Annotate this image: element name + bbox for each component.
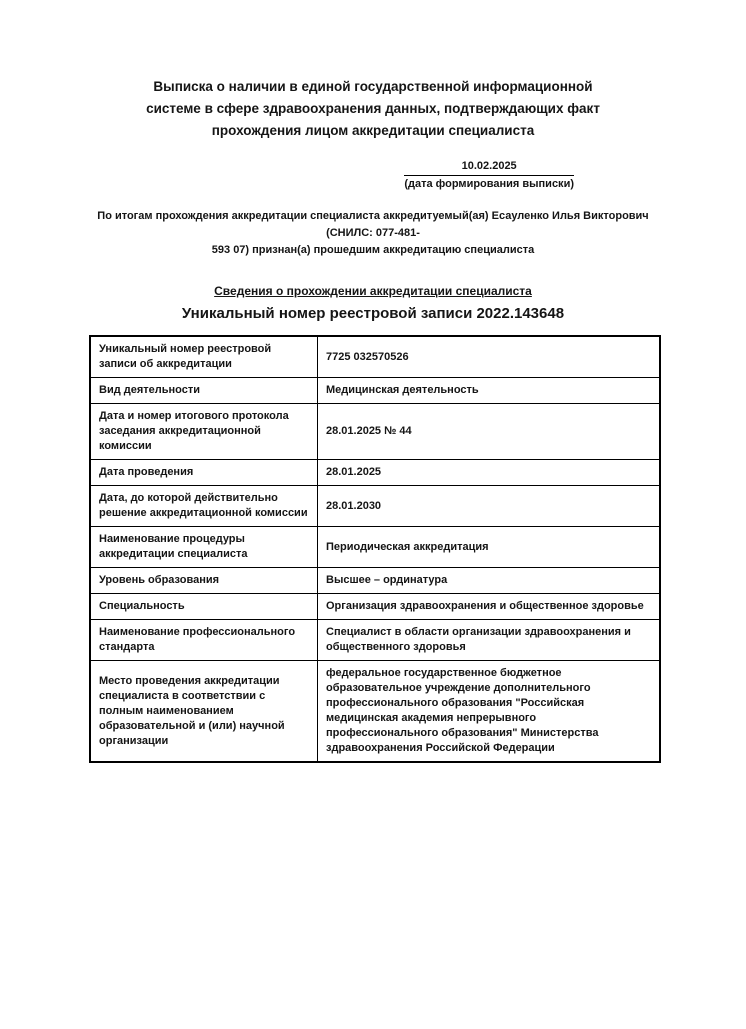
table-row [90,378,660,404]
row-value: 7725 032570526 [318,336,661,378]
table-row [90,527,660,568]
intro-paragraph [87,208,659,259]
document-title-line: прохождения лицом аккредитации специалиста [211,123,535,138]
row-value: Организация здравоохранения и общественное здоровье [318,594,661,620]
row-value: Медицинская деятельность [318,378,661,404]
table-row [90,336,660,378]
row-label: Специальность [90,594,318,620]
document-title [0,76,746,142]
table-row [90,594,660,620]
row-label: Дата, до которой действительно решение аккредитационной комиссии [90,486,318,527]
row-value: 28.01.2025 [318,460,661,486]
table-row [90,568,660,594]
document-title-line: Выписка о наличии в единой государственной информационной [153,79,593,94]
table-row [90,620,660,661]
row-label: Дата и номер итогового протокола заседания аккредитационной комиссии [90,404,318,460]
table-row [90,486,660,527]
intro-line: 593 07) признан(а) прошедшим аккредитацию специалиста [211,244,535,256]
row-label: Место проведения аккредитации специалиста в соответствии с полным наименованием образовательной и (или) научной организации [90,661,318,763]
row-value: Специалист в области организации здравоохранения и общественного здоровья [318,620,661,661]
accreditation-details-table [89,335,661,763]
row-label: Уникальный номер реестровой записи об аккредитации [90,336,318,378]
document-title-line: системе в сфере здравоохранения данных, подтверждающих факт [146,101,600,116]
table-row [90,404,660,460]
extract-date: 10.02.2025 [404,160,574,176]
extract-date-block [404,160,574,190]
row-label: Наименование профессионального стандарта [90,620,318,661]
row-value: Периодическая аккредитация [318,527,661,568]
table-row [90,661,660,763]
row-label: Вид деятельности [90,378,318,404]
row-value: федеральное государственное бюджетное образовательное учреждение дополнительного профессионального образования "Российская медицинская академия непрерывного профессионального образования" Министерства здравоохранения Российской Федерации [318,661,661,763]
section-heading: Сведения о прохождении аккредитации специалиста [214,284,532,298]
intro-line: По итогам прохождения аккредитации специалиста аккредитуемый(ая) Есауленко Илья Викторович (СНИЛС: 077-481- [97,210,649,239]
row-label: Дата проведения [90,460,318,486]
row-label: Наименование процедуры аккредитации специалиста [90,527,318,568]
row-value: 28.01.2025 № 44 [318,404,661,460]
extract-date-caption: (дата формирования выписки) [404,178,574,190]
row-value: Высшее – ординатура [318,568,661,594]
table-row [90,460,660,486]
row-value: 28.01.2030 [318,486,661,527]
registry-number-heading: Уникальный номер реестровой записи 2022.143648 [181,305,565,322]
row-label: Уровень образования [90,568,318,594]
